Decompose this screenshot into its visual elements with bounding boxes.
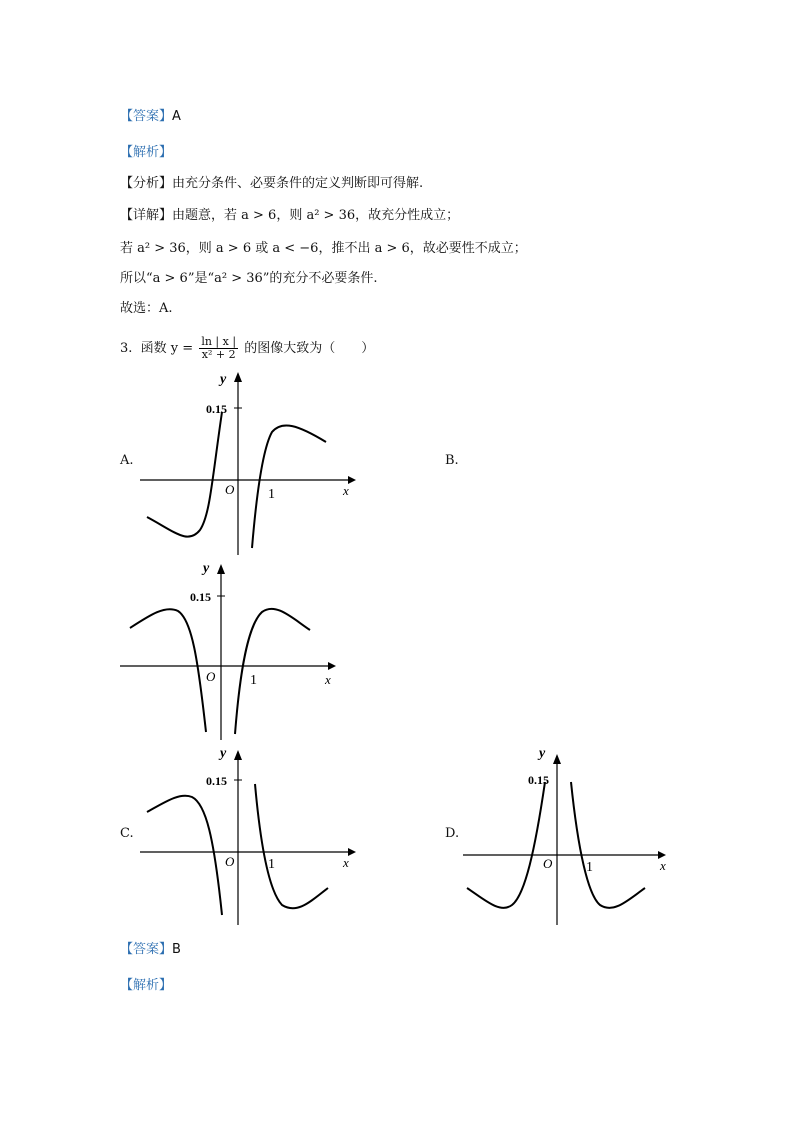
xiangjie-line: 【详解】由题意，若 a > 6，则 a² > 36，故充分性成立；	[120, 208, 460, 223]
y-axis-label: y	[539, 746, 546, 761]
conclusion-line: 所以“a > 6”是“a² > 36”的充分不必要条件.	[120, 271, 378, 286]
x-axis-label: x	[325, 672, 331, 687]
x-axis-label: x	[343, 483, 349, 498]
one-label: 1	[268, 487, 275, 502]
necessity-line: 若 a² > 36，则 a > 6 或 a < −6，推不出 a > 6，故必要性不成立；	[120, 241, 527, 256]
option-b-label: B.	[445, 453, 459, 468]
analysis-heading-1: 【解析】	[120, 145, 173, 160]
answer-line-1: 【答案】A	[120, 109, 181, 124]
tick-label: 0.15	[528, 773, 549, 787]
y-axis-label: y	[220, 746, 227, 761]
option-c-label: C.	[120, 826, 134, 841]
one-label: 1	[268, 857, 275, 872]
y-axis-label: y	[203, 561, 210, 576]
origin-label: O	[206, 669, 216, 684]
option-a-label: A.	[120, 453, 134, 468]
x-axis-label: x	[343, 855, 349, 870]
choice-line: 故选：A.	[120, 301, 173, 316]
origin-label: O	[225, 854, 235, 869]
function-fraction: $\frac{\ln | x |}{\text{x² + 2}}$	[201, 335, 237, 361]
tick-label: 0.15	[190, 590, 211, 604]
option-d-label: D.	[445, 826, 460, 841]
answer-line-2: 【答案】B	[120, 942, 181, 957]
x-axis-label: x	[660, 858, 666, 873]
fenxi-line: 【分析】由充分条件、必要条件的定义判断即可得解.	[120, 176, 424, 191]
origin-label: O	[225, 482, 235, 497]
tick-label: 0.15	[206, 402, 227, 416]
one-label: 1	[250, 673, 257, 688]
one-label: 1	[586, 860, 593, 875]
origin-label: O	[543, 856, 553, 871]
question-3: 3. 函数 y = $\frac{\ln | x |}{\text{x² + 2}}$ 的图像大致为（ ）	[120, 335, 375, 361]
tick-label: 0.15	[206, 774, 227, 788]
y-axis-label: y	[220, 372, 227, 387]
analysis-heading-2: 【解析】	[120, 978, 173, 993]
